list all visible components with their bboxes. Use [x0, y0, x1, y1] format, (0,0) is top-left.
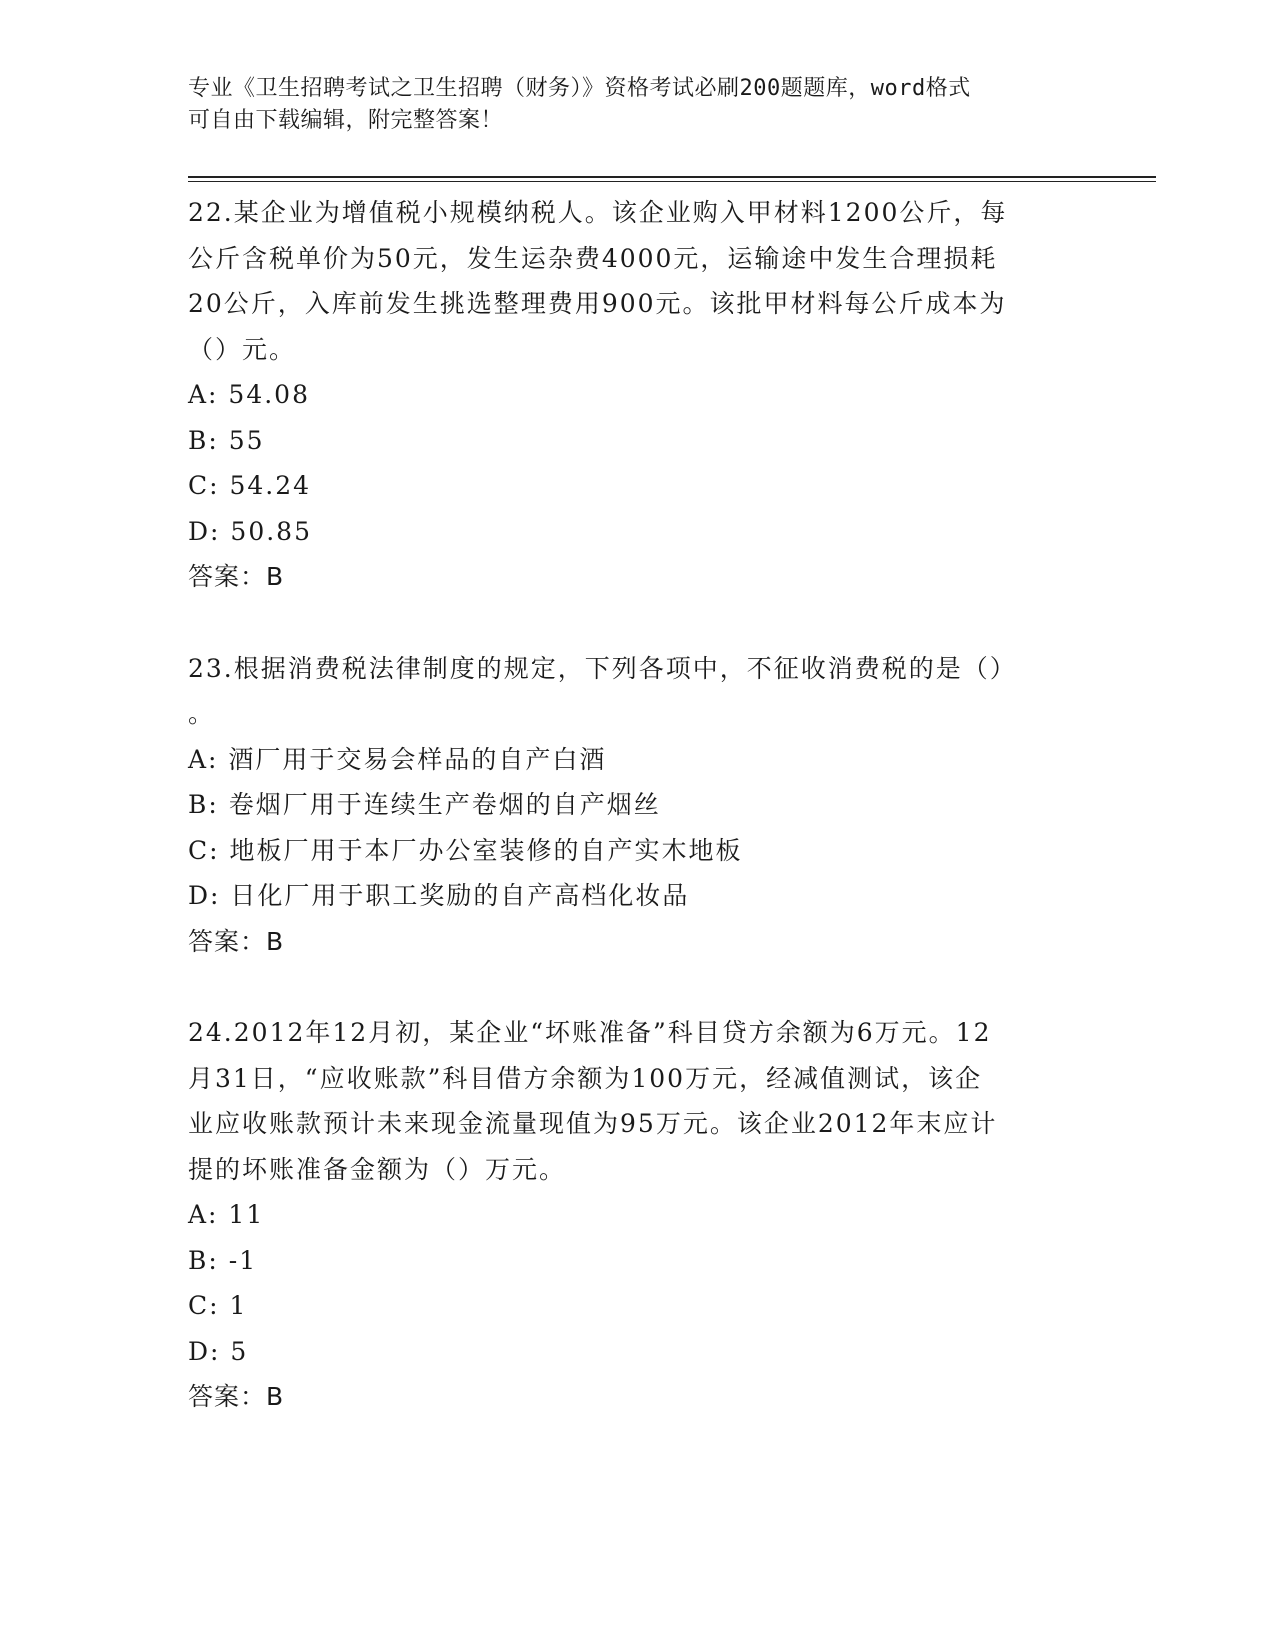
option-b: B: -1 [188, 1245, 258, 1275]
question-text-line: 24.2012年12月初，某企业“坏账准备”科目贷方余额为6万元。12 [188, 1018, 992, 1047]
header-divider [188, 176, 1156, 182]
question-22 [188, 190, 1068, 600]
answer: 答案：B [188, 1382, 285, 1411]
question-text-line: 提的坏账准备金额为（）万元。 [188, 1154, 567, 1184]
question-24 [188, 1010, 1068, 1420]
question-text-line: 23.根据消费税法律制度的规定，下列各项中，不征收消费税的是（） [188, 653, 1017, 683]
question-text-line: 公斤含税单价为50元，发生运杂费4000元，运输途中发生合理损耗 [188, 243, 998, 273]
answer: 答案：B [188, 926, 285, 956]
question-text-line: 月31日，“应收账款”科目借方余额为100万元，经减值测试，该企 [188, 1063, 983, 1093]
option-b: B: 卷烟厂用于连续生产卷烟的自产烟丝 [188, 790, 661, 819]
option-c: C: 地板厂用于本厂办公室装修的自产实木地板 [188, 835, 743, 865]
question-text-line: 。 [188, 699, 216, 728]
question-23 [188, 646, 1068, 965]
question-text-line: 20公斤，入库前发生挑选整理费用900元。该批甲材料每公斤成本为 [188, 289, 1007, 318]
option-d: D: 50.85 [188, 516, 312, 546]
option-d: D: 日化厂用于职工奖励的自产高档化妆品 [188, 881, 690, 910]
question-text-line: （）元。 [188, 334, 297, 364]
answer: 答案：B [188, 562, 285, 591]
question-text-line: 22.某企业为增值税小规模纳税人。该企业购入甲材料1200公斤，每 [188, 198, 1008, 227]
option-c: C: 1 [188, 1291, 248, 1320]
option-a: A: 54.08 [188, 380, 310, 409]
option-a: A: 酒厂用于交易会样品的自产白酒 [188, 744, 607, 774]
question-spacer [188, 964, 1068, 1010]
header-title-line-2: 可自由下载编辑，附完整答案！ [188, 108, 504, 133]
option-b: B: 55 [188, 425, 265, 455]
document-header [188, 73, 1088, 137]
header-title-line-1: 专业《卫生招聘考试之卫生招聘（财务）》资格考试必刷200题题库，word格式 [188, 76, 971, 101]
option-d: D: 5 [188, 1336, 249, 1366]
question-spacer [188, 600, 1068, 646]
question-text-line: 业应收账款预计未来现金流量现值为95万元。该企业2012年末应计 [188, 1109, 998, 1138]
option-c: C: 54.24 [188, 471, 312, 500]
option-a: A: 11 [188, 1200, 265, 1229]
question-list [188, 190, 1068, 1420]
